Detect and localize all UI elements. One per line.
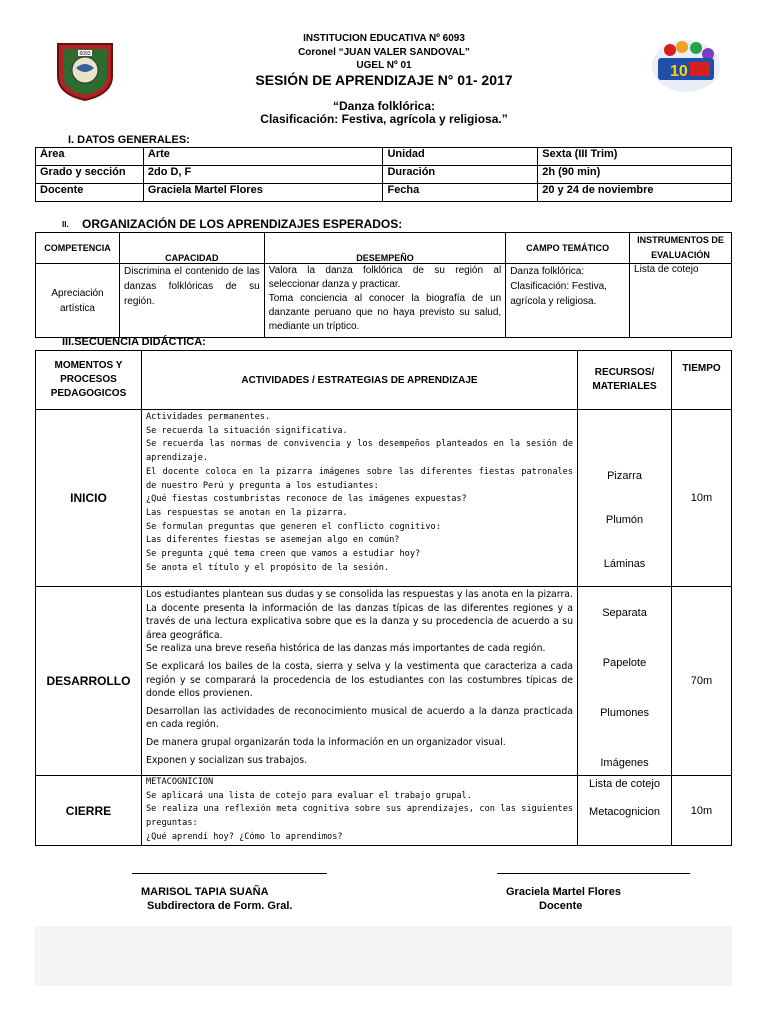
desempeno-2: Toma conciencia al conocer la biografía de un danzante peruano que no haya previsto su salud, mediante un tríptico. — [268, 293, 502, 332]
activity-item: METACOGNICION — [145, 777, 214, 787]
datos-value: 2do D, F — [143, 166, 383, 184]
datos-row — [36, 184, 732, 202]
datos-key: Duración — [383, 166, 538, 184]
recurso-item: Metacognicion — [589, 806, 660, 818]
col-desempeno: DESEMPEÑO — [264, 233, 505, 264]
datos-row — [36, 166, 732, 184]
activity-item: ¿Qué fiestas costumbristas reconoce de las imágenes expuestas? — [145, 494, 467, 505]
activity-item: El docente coloca en la pizarra imágenes sobre las diferentes fiestas patronales de nuestro Perú y pregunta a los estudiantes: — [145, 466, 574, 491]
datos-table — [35, 147, 732, 202]
signer-right-role: Docente — [539, 900, 583, 912]
col-tiempo: TIEMPO — [672, 351, 732, 410]
topic-line-2: Clasificación: Festiva, agrícola y religiosa.” — [260, 112, 508, 126]
activity-item: Las diferentes fiestas se asemejan algo en común? — [145, 535, 400, 546]
desempeno-cell — [264, 264, 505, 338]
organizacion-row — [36, 264, 732, 338]
activity-item: Se realiza una breve reseña histórica de las danzas más importantes de cada región. — [145, 643, 546, 655]
datos-heading: I. DATOS GENERALES: — [68, 134, 190, 146]
cierre-activities — [141, 776, 577, 846]
organizacion-number: II. — [62, 220, 69, 229]
secuencia-table — [35, 350, 732, 846]
datos-value: Graciela Martel Flores — [143, 184, 383, 202]
signer-right-name: Graciela Martel Flores — [506, 886, 621, 898]
activity-item: Se formulan preguntas que generen el conflicto cognitivo: — [145, 521, 441, 532]
col-momentos: MOMENTOS Y PROCESOS PEDAGOGICOS — [36, 351, 142, 410]
recurso-item: Plumón — [605, 514, 644, 526]
datos-key: Grado y sección — [36, 166, 144, 184]
datos-key: Fecha — [383, 184, 538, 202]
activity-item: ¿Qué aprendí hoy? ¿Cómo lo aprendimos? — [145, 831, 343, 842]
cierre-recursos — [578, 776, 672, 846]
organizacion-header-row — [36, 233, 732, 264]
recurso-item: Pizarra — [607, 470, 642, 482]
desarrollo-tiempo: 70m — [672, 587, 732, 776]
recurso-item: Separata — [602, 607, 647, 619]
instrumento-cell: Lista de cotejo — [630, 264, 732, 338]
signer-left-name: MARISOL TAPIA SUAÑA — [141, 886, 269, 898]
datos-key: Área — [36, 148, 144, 166]
inicio-activities — [141, 410, 577, 587]
page-title: SESIÓN DE APRENDIZAJE N° 01- 2017 — [255, 72, 513, 88]
col-competencia: COMPETENCIA — [36, 233, 120, 264]
activity-item: Actividades permanentes. — [145, 412, 271, 422]
activity-item: Las respuestas se anotan en la pizarra. — [145, 507, 348, 518]
col-campo: CAMPO TEMÁTICO — [506, 233, 630, 264]
recurso-item: Láminas — [603, 558, 646, 570]
datos-row — [36, 148, 732, 166]
datos-value: 2h (90 min) — [538, 166, 732, 184]
inicio-row — [36, 410, 732, 587]
activity-item: De manera grupal organizarán toda la información en un organizador visual. — [145, 736, 506, 748]
activity-item: Se recuerda la situación significativa. — [145, 425, 348, 436]
logo-number: 10 — [670, 63, 688, 80]
datos-key: Docente — [36, 184, 144, 202]
recurso-item: Imágenes — [600, 757, 649, 769]
desempeno-1: Valora la danza folklórica de su región al seleccionar danza y practicar. — [268, 265, 502, 290]
school-ugel: UGEL Nº 01 — [356, 60, 412, 71]
school-name: INSTITUCION EDUCATIVA Nº 6093 — [303, 33, 465, 44]
col-instrumentos: INSTRUMENTOS DE EVALUACIÓN — [630, 233, 732, 264]
school-coronel: Coronel “JUAN VALER SANDOVAL” — [298, 47, 470, 58]
crest-number: 6093 — [79, 51, 91, 57]
recurso-item: Papelote — [602, 657, 647, 669]
activity-item: Se explicará los bailes de la costa, sierra y selva y la vestimenta que caracteriza a cada región y se comparará la procedencia de los estudiantes con las costumbres típicas de donde ellos provienen. — [145, 660, 574, 700]
signature-line-right — [497, 873, 690, 874]
inicio-tiempo: 10m — [672, 410, 732, 587]
secuencia-heading: III.SECUENCIA DIDÁCTICA: — [62, 336, 206, 348]
competencia-cell: Apreciación artística — [36, 264, 120, 338]
desarrollo-row — [36, 587, 732, 776]
activity-item: Se realiza una reflexión meta cognitiva sobre sus aprendizajes, con las siguientes preguntas: — [145, 804, 574, 829]
cierre-row — [36, 776, 732, 846]
recurso-item: Lista de cotejo — [589, 778, 660, 790]
activity-item: Los estudiantes plantean sus dudas y se consolida las respuestas y las anota en la pizarra. La docente presenta la información de las danzas típicas de las diferentes regiones y a través de una lectura explicativa sobre que es la danza y su procedencia de acuerdo a su área geográfica. — [145, 589, 574, 641]
activity-item: Se aplicará una lista de cotejo para evaluar el trabajo grupal. — [145, 790, 472, 801]
desarrollo-label: DESARROLLO — [36, 587, 142, 776]
activity-item: Exponen y socializan sus trabajos. — [145, 754, 308, 766]
organizacion-table — [35, 232, 732, 338]
datos-value: Arte — [143, 148, 383, 166]
datos-key: Unidad — [383, 148, 538, 166]
desarrollo-activities — [141, 587, 577, 776]
organizacion-heading: ORGANIZACIÓN DE LOS APRENDIZAJES ESPERADOS: — [82, 217, 403, 231]
inicio-label: INICIO — [36, 410, 142, 587]
signer-left-role: Subdirectora de Form. Gral. — [147, 900, 293, 912]
activity-item: Se recuerda las normas de convivencia y los desempeños planteados en la sesión de aprendizaje. — [145, 439, 574, 464]
activity-item: Desarrollan las actividades de reconocimiento musical de acuerdo a la danza practicada en cada región. — [145, 705, 574, 731]
signature-line-left — [132, 873, 327, 874]
datos-value: Sexta (III Trim) — [538, 148, 732, 166]
col-capacidad: CAPACIDAD — [119, 233, 264, 264]
col-recursos: RECURSOS/ MATERIALES — [578, 351, 672, 410]
activity-item: Se pregunta ¿qué tema creen que vamos a estudiar hoy? — [145, 549, 421, 560]
cierre-label: CIERRE — [36, 776, 142, 846]
desarrollo-recursos — [578, 587, 672, 776]
datos-value: 20 y 24 de noviembre — [538, 184, 732, 202]
activity-item: Se anota el título y el propósito de la sesión. — [145, 562, 390, 573]
recurso-item: Plumones — [600, 707, 649, 719]
page-bottom-band — [34, 926, 732, 986]
inicio-recursos — [578, 410, 672, 587]
capacidad-cell: Discrimina el contenido de las danzas folklóricas de su región. — [119, 264, 264, 338]
cierre-tiempo: 10m — [672, 776, 732, 846]
col-actividades: ACTIVIDADES / ESTRATEGIAS DE APRENDIZAJE — [141, 351, 577, 410]
topic-line-1: “Danza folklórica: — [332, 99, 436, 113]
secuencia-header-row — [36, 351, 732, 410]
campo-cell: Danza folklórica: Clasificación: Festiva, agrícola y religiosa. — [506, 264, 630, 338]
